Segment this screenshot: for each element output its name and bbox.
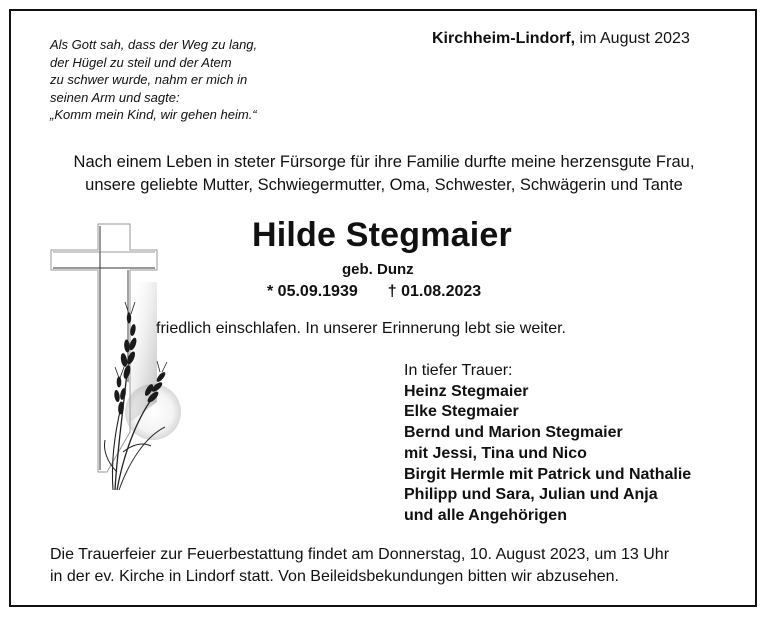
peace-line: friedlich einschlafen. In unserer Erinnerung lebt sie weiter. — [156, 320, 566, 337]
intro-text — [20, 151, 748, 197]
place-town: Kirchheim-Lindorf, — [432, 30, 576, 47]
poem-line: der Hügel zu steil und der Atem — [50, 54, 232, 70]
birth-date: * 05.09.1939 — [267, 283, 358, 300]
mourner-name: Birgit Hermle mit Patrick und Nathalie — [404, 465, 692, 483]
mourner-name: und alle Angehörigen — [404, 506, 567, 524]
mourners-list — [404, 361, 691, 527]
mourner-name: Elke Stegmaier — [404, 403, 519, 421]
funeral-line: in der ev. Kirche in Lindorf statt. Von Beileidsbekundungen bitten wir abzusehen. — [50, 568, 619, 585]
poem-line: seinen Arm und sagte: — [50, 89, 180, 105]
death-date: † 01.08.2023 — [387, 283, 482, 300]
poem-line: zu schwer wurde, nahm er mich in — [50, 72, 248, 87]
poem-line: „Komm mein Kind, wir gehen heim.“ — [50, 107, 257, 122]
intro-line: Nach einem Leben in steter Fürsorge für ihre Familie durfte meine herzensgute Frau, — [73, 153, 695, 171]
cross-with-wheat-icon — [45, 222, 185, 492]
mourner-name: Philipp und Sara, Julian und Anja — [404, 486, 658, 504]
place-date: im August 2023 — [575, 30, 690, 47]
funeral-line: Die Trauerfeier zur Feuerbestattung findet am Donnerstag, 10. August 2023, um 13 Uhr — [50, 546, 670, 563]
poem-line: Als Gott sah, dass der Weg zu lang, — [50, 37, 258, 52]
deceased-name: Hilde Stegmaier — [252, 216, 512, 254]
intro-line: unsere geliebte Mutter, Schwiegermutter, Oma, Schwester, Schwägerin und Tante — [85, 176, 683, 194]
mourner-name: Bernd und Marion Stegmaier — [404, 424, 623, 442]
poem — [50, 36, 300, 124]
maiden-name: geb. Dunz — [342, 261, 414, 278]
funeral-notice — [50, 544, 669, 588]
life-dates — [267, 283, 481, 301]
mourner-name: mit Jessi, Tina und Nico — [404, 444, 587, 462]
mourner-name: Heinz Stegmaier — [404, 382, 529, 400]
mourners-heading: In tiefer Trauer: — [404, 362, 513, 379]
place-and-date — [432, 30, 690, 48]
